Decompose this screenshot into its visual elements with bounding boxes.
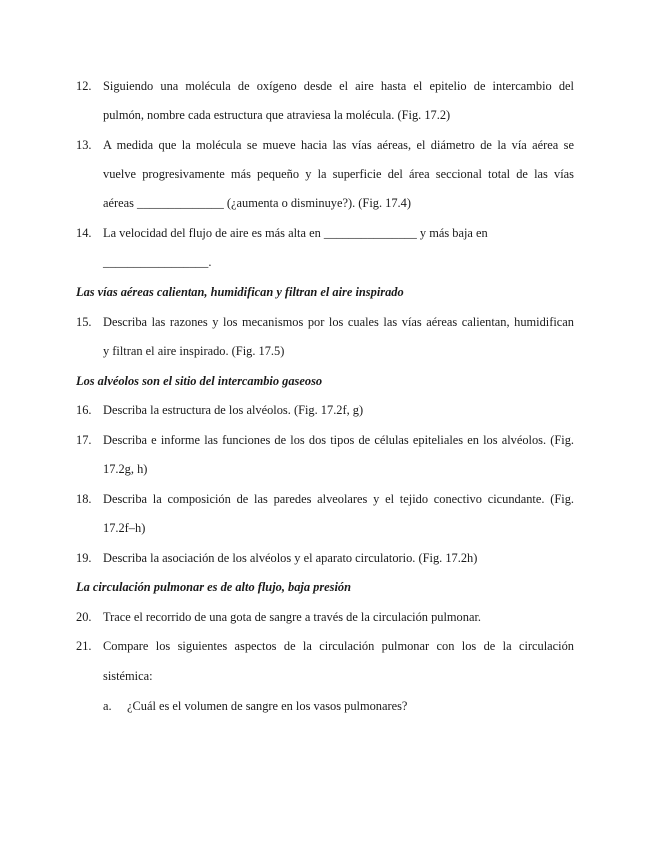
item-text-line: Describa las razones y los mecanismos por los cuales las vías aéreas calientan, humidifican	[103, 315, 574, 329]
item-text-line: Compare los siguientes aspectos de la circulación pulmonar con los de la circulación	[103, 639, 574, 653]
item-text-line: Siguiendo una molécula de oxígeno desde el aire hasta el epitelio de intercambio del	[103, 79, 574, 93]
sub-item-text: ¿Cuál es el volumen de sangre en los vasos pulmonares?	[127, 699, 408, 713]
item-number: 18.	[76, 492, 92, 506]
item-text-line: y filtran el aire inspirado. (Fig. 17.5)	[103, 344, 285, 358]
item-text-line: A medida que la molécula se mueve hacia las vías aéreas, el diámetro de la vía aérea se	[103, 138, 574, 152]
sub-item-letter: a.	[103, 699, 112, 713]
item-number: 19.	[76, 551, 92, 565]
item-number: 12.	[76, 79, 92, 93]
item-text-line: sistémica:	[103, 669, 153, 683]
item-number: 21.	[76, 639, 92, 653]
item-text-line: Describa la asociación de los alvéolos y el aparato circulatorio. (Fig. 17.2h)	[103, 551, 478, 565]
item-text-line: 17.2f–h)	[103, 521, 146, 535]
section-heading: Los alvéolos son el sitio del intercambio gaseoso	[76, 374, 323, 388]
section-heading: Las vías aéreas calientan, humidifican y filtran el aire inspirado	[76, 285, 404, 299]
item-text-line: Trace el recorrido de una gota de sangre a través de la circulación pulmonar.	[103, 610, 481, 624]
item-number: 14.	[76, 226, 92, 240]
item-text-line: 17.2g, h)	[103, 462, 148, 476]
item-number: 15.	[76, 315, 92, 329]
item-text-line: _________________.	[103, 255, 212, 269]
item-text-line: Describa la estructura de los alvéolos. (Fig. 17.2f, g)	[103, 403, 364, 417]
item-number: 16.	[76, 403, 92, 417]
item-number: 20.	[76, 610, 92, 624]
item-number: 13.	[76, 138, 92, 152]
item-text-line: Describa e informe las funciones de los dos tipos de células epiteliales en los alvéolos. (Fig.	[103, 433, 574, 447]
section-heading: La circulación pulmonar es de alto flujo, baja presión	[76, 580, 352, 594]
item-text-line: La velocidad del flujo de aire es más alta en _______________ y más baja en	[103, 226, 488, 240]
item-text-line: vuelve progresivamente más pequeño y la superficie del área seccional total de las vías	[103, 167, 574, 181]
item-text-line: pulmón, nombre cada estructura que atraviesa la molécula. (Fig. 17.2)	[103, 108, 451, 122]
item-text-line: Describa la composición de las paredes alveolares y el tejido conectivo cicundante. (Fig.	[103, 492, 574, 506]
item-number: 17.	[76, 433, 92, 447]
item-text-line: aéreas ______________ (¿aumenta o disminuye?). (Fig. 17.4)	[103, 196, 411, 210]
